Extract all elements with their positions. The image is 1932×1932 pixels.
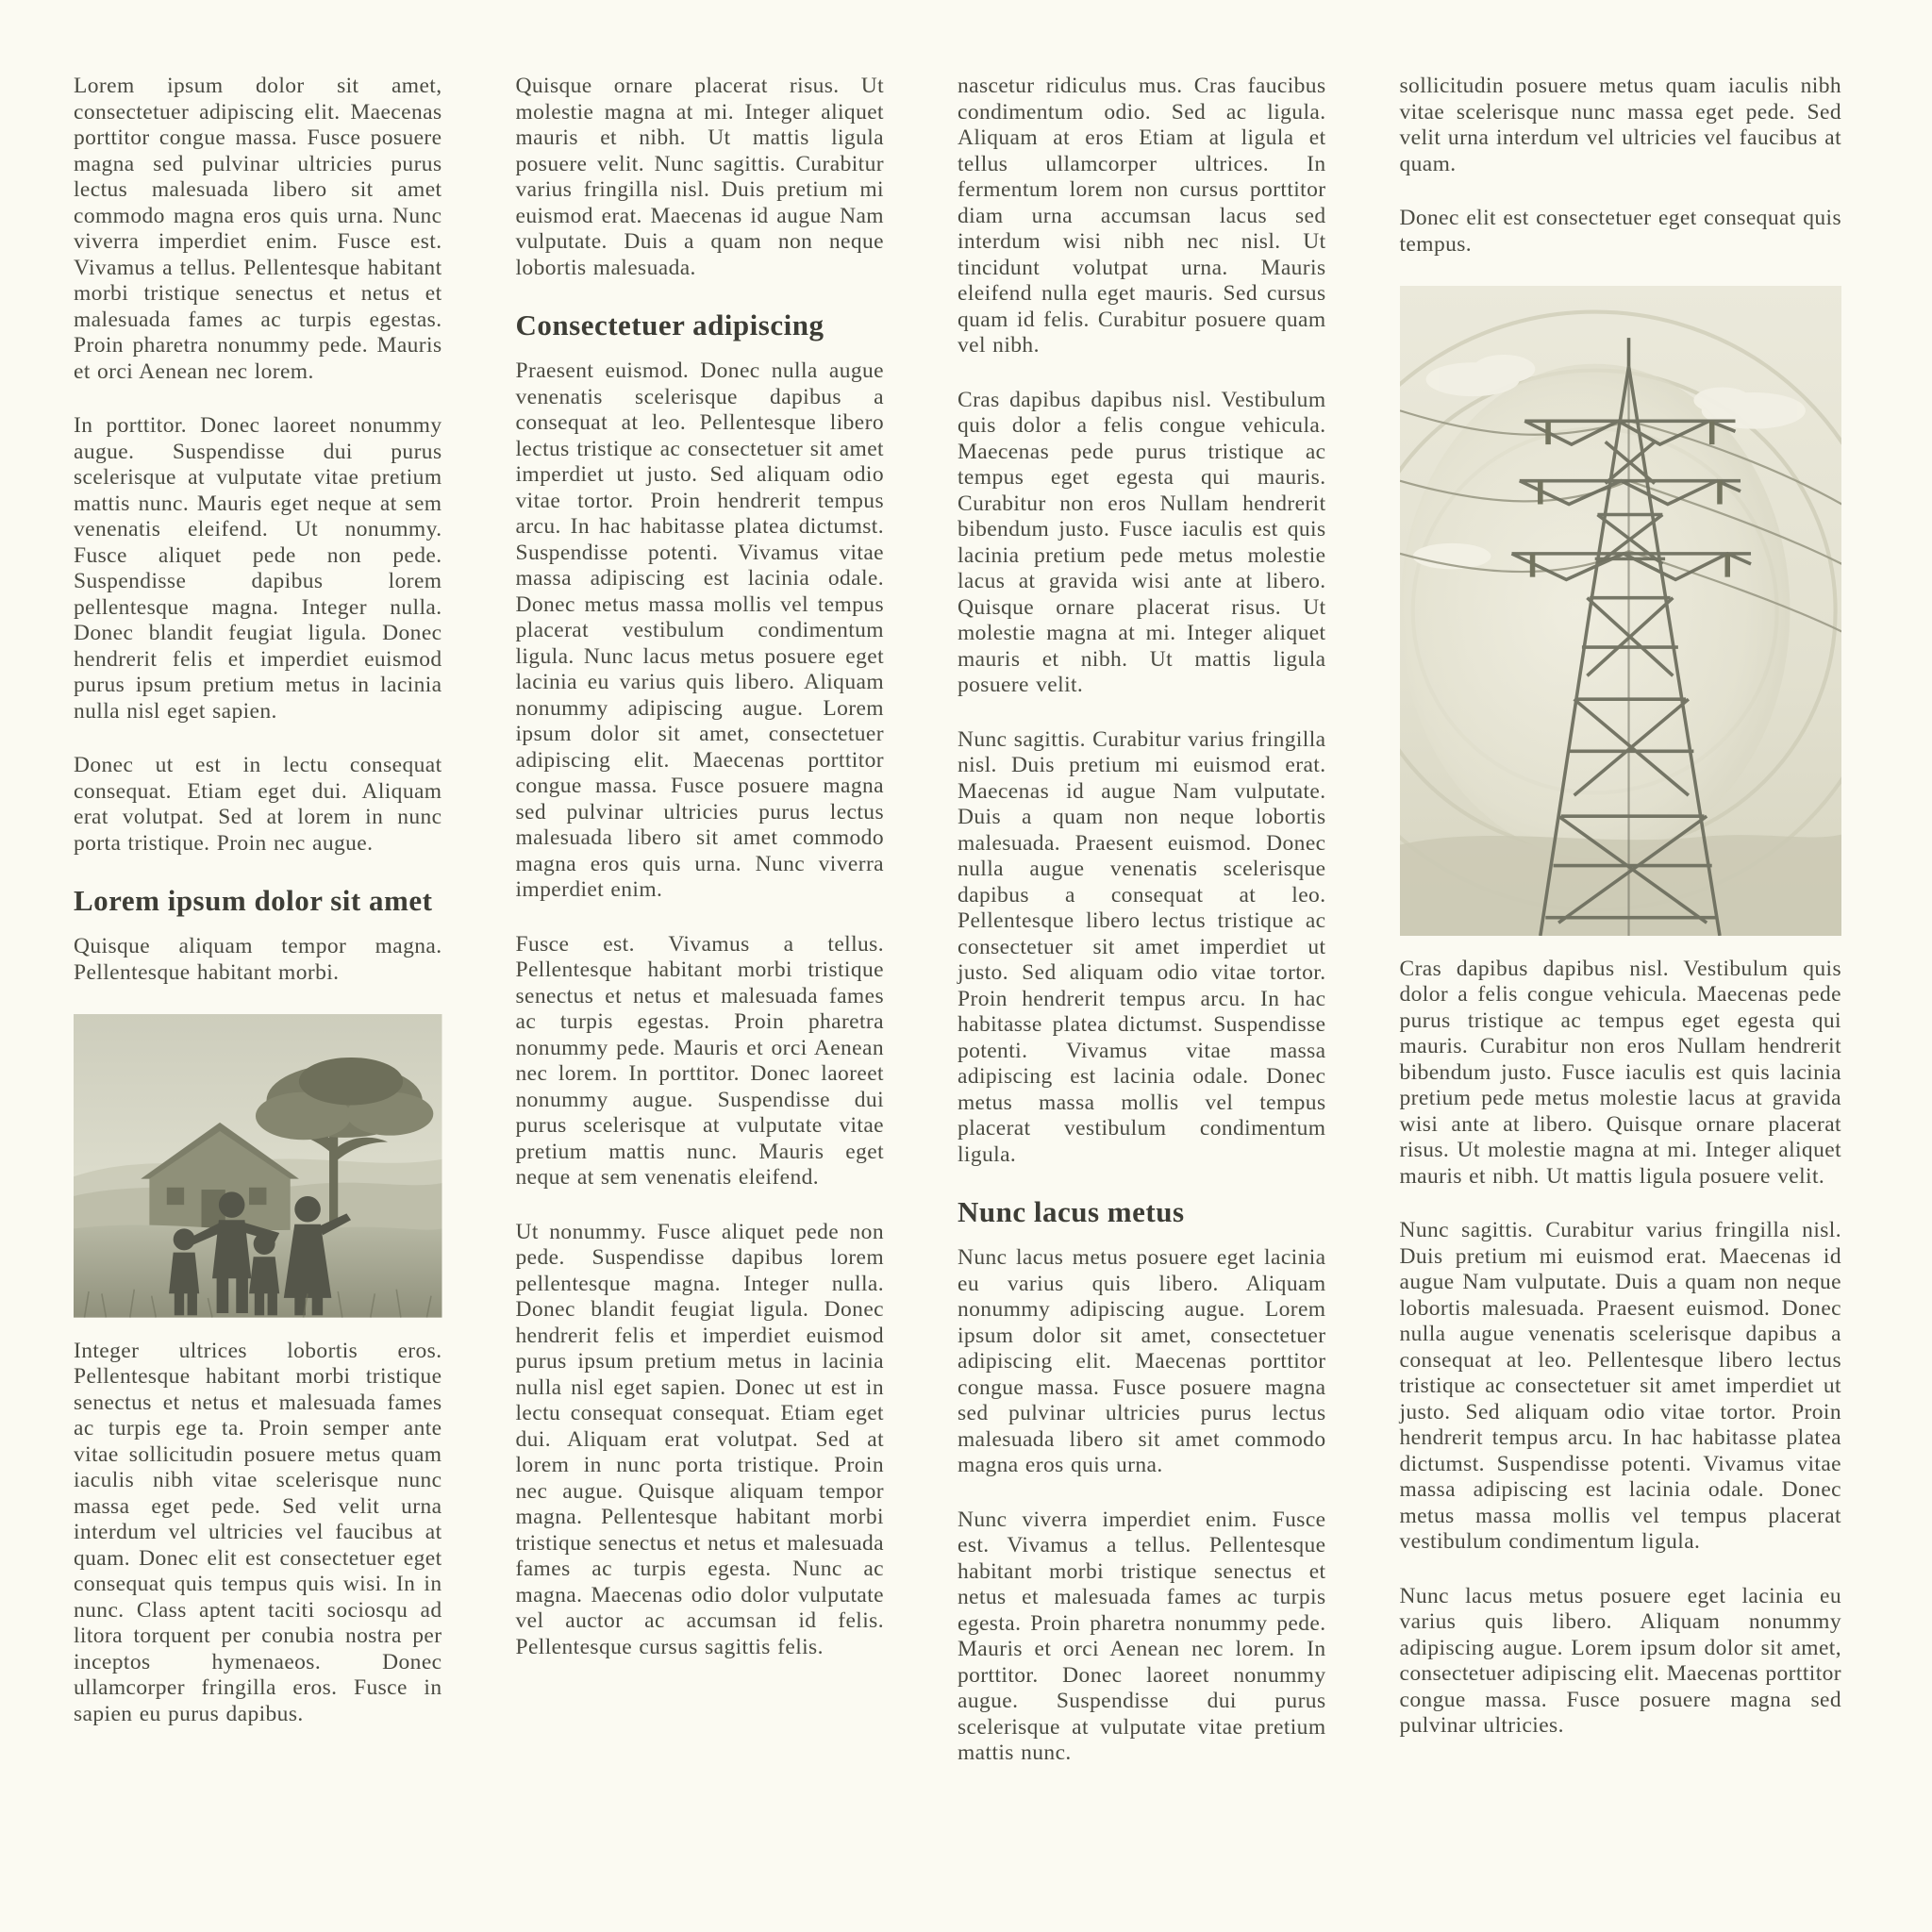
paragraph-4-1: sollicitudin posuere metus quam iaculis nibh vitae scelerisque nunc massa eget pede. Sed velit urna interdum vel ultricies vel faucibus at quam. [1399, 74, 1841, 176]
paragraph-3-4: Nunc lacus metus posuere eget lacinia eu varius quis libero. Aliquam nonummy adipiscing augue. Lorem ipsum dolor sit amet, consectetuer adipiscing elit. Maecenas porttitor congue massa. Fusce posuere magna sed pulvinar ultricies purus lectus malesuada libero sit amet commodo magna eros quis urna. [958, 1245, 1326, 1477]
column-3 [958, 74, 1400, 1894]
column-2 [516, 74, 958, 1894]
paragraph-4-3: Cras dapibus dapibus nisl. Vestibulum quis dolor a felis congue vehicula. Maecenas pede purus tristique ac tempus eget egesta qui mauris. Curabitur non eros Nullam hendrerit bibendum justo. Fusce iaculis est quis lacinia pretium pede metus molestie lacus at gravida wisi ante at libero. Quisque ornare placerat risus. Ut molestie magna at mi. Integer aliquet mauris et nibh. Ut mattis ligula posuere velit. [1399, 956, 1841, 1189]
paragraph-3-5: Nunc viverra imperdiet enim. Fusce est. Vivamus a tellus. Pellentesque habitant morbi tristique senectus et netus et malesuada fames ac turpis egesta. Proin pharetra nonummy pede. Mauris et orci Aenean nec lorem. In porttitor. Donec laoreet nonummy augue. Suspendisse dui purus scelerisque at vulputate vitae pretium mattis nunc. [958, 1507, 1326, 1765]
heading-lorem-ipsum: Lorem ipsum dolor sit amet [74, 884, 433, 917]
electricity-pylon-illustration [1400, 286, 1842, 936]
column-1 [74, 74, 516, 1894]
figure-power-transmission-tower [1400, 286, 1842, 936]
paragraph-1-4: Quisque aliquam tempor magna. Pellentesque habitant morbi. [74, 934, 442, 985]
paragraph-1-2: In porttitor. Donec laoreet nonummy augue. Suspendisse dui purus scelerisque at vulputate vitae pretium mattis nunc. Mauris eget neque at sem venenatis eleifend. Ut nonummy. Fusce aliquet pede non pede. Suspendisse dapibus lorem pellentesque magna. Integer nulla. Donec blandit feugiat ligula. Donec hendrerit felis et imperdiet euismod purus ipsum pretium metus in lacinia nulla nisl eget sapien. [74, 413, 442, 724]
paragraph-3-2: Cras dapibus dapibus nisl. Vestibulum quis dolor a felis congue vehicula. Maecenas pede purus tristique ac tempus eget egesta qui mauris. Curabitur non eros Nullam hendrerit bibendum justo. Fusce iaculis est quis lacinia pretium pede metus molestie lacus at gravida wisi ante at libero. Quisque ornare placerat risus. Ut molestie magna at mi. Integer aliquet mauris et nibh. Ut mattis ligula posuere velit. [958, 387, 1326, 697]
paragraph-3-3: Nunc sagittis. Curabitur varius fringilla nisl. Duis pretium mi euismod erat. Maecenas id augue Nam vulputate. Duis a quam non neque lobortis malesuada. Praesent euismod. Donec nulla augue venenatis scelerisque dapibus a consequat at leo. Pellentesque libero lectus tristique ac consectetuer sit amet imperdiet ut justo. Sed aliquam odio vitae tortor. Proin hendrerit tempus arcu. In hac habitasse platea dictumst. Suspendisse potenti. Vivamus vitae massa adipiscing est lacinia odale. Donec metus massa mollis vel tempus placerat vestibulum condimentum ligula. [958, 726, 1326, 1167]
paragraph-3-1: nascetur ridiculus mus. Cras faucibus condimentum odio. Sed ac ligula. Aliquam at eros Etiam at ligula et tellus ullamcorper ultrices. In fermentum lorem non cursus porttitor diam urna accumsan lacus sed interdum wisi nibh nec nisl. Ut tincidunt volutpat urna. Mauris eleifend nulla eget mauris. Sed cursus quam id felis. Curabitur posuere quam vel nibh. [958, 74, 1326, 358]
paragraph-4-5: Nunc lacus metus posuere eget lacinia eu varius quis libero. Aliquam nonummy adipiscing augue. Lorem ipsum dolor sit amet, consectetuer adipiscing elit. Maecenas porttitor congue massa. Fusce posuere magna sed pulvinar ultricies. [1399, 1583, 1841, 1739]
paragraph-1-1: Lorem ipsum dolor sit amet, consectetuer adipiscing elit. Maecenas porttitor congue massa. Fusce posuere magna sed pulvinar ultricies purus lectus malesuada libero sit amet commodo magna eros quis urna. Nunc viverra imperdiet enim. Fusce est. Vivamus a tellus. Pellentesque habitant morbi tristique senectus et netus et malesuada fames ac turpis egestas. Proin pharetra nonummy pede. Mauris et orci Aenean nec lorem. [74, 74, 442, 384]
paragraph-2-1: Quisque ornare placerat risus. Ut molestie magna at mi. Integer aliquet mauris et nibh. Ut mattis ligula posuere velit. Nunc sagittis. Curabitur varius fringilla nisl. Duis pretium mi euismod erat. Maecenas id augue Nam vulputate. Duis a quam non neque lobortis malesuada. [515, 74, 884, 280]
paragraph-4-2: Donec elit est consectetuer eget consequat quis tempus. [1399, 206, 1841, 257]
column-4 [1400, 74, 1842, 1894]
heading-nunc-lacus-metus: Nunc lacus metus [958, 1195, 1185, 1228]
paragraph-1-3: Donec ut est in lectu consequat consequat. Etiam eget dui. Aliquam erat volutpat. Sed at lorem in nunc porta tristique. Proin nec augue. [74, 753, 442, 856]
paragraph-2-2: Praesent euismod. Donec nulla augue venenatis scelerisque dapibus a consequat at leo. Pellentesque libero lectus tristique ac consectetuer sit amet imperdiet ut justo. Sed aliquam odio vitae tortor. Proin hendrerit tempus arcu. In hac habitasse platea dictumst. Suspendisse potenti. Vivamus vitae massa adipiscing est lacinia odale. Donec metus massa mollis vel tempus placerat vestibulum condimentum ligula. Nunc lacus metus posuere eget lacinia eu varius quis libero. Aliquam nonummy adipiscing augue. Lorem ipsum dolor sit amet, consectetuer adipiscing elit. Maecenas porttitor congue massa. Fusce posuere magna sed pulvinar ultricies purus lectus malesuada libero sit amet commodo magna eros quis urna. Nunc viverra imperdiet enim. [515, 358, 884, 902]
paragraph-4-4: Nunc sagittis. Curabitur varius fringilla nisl. Duis pretium mi euismod erat. Maecenas id augue Nam vulputate. Duis a quam non neque lobortis malesuada. Praesent euismod. Donec nulla augue venenatis scelerisque dapibus a consequat at leo. Pellentesque libero lectus tristique ac consectetuer sit amet imperdiet ut justo. Sed aliquam odio vitae tortor. Proin hendrerit tempus arcu. In hac habitasse platea dictumst. Suspendisse potenti. Vivamus vitae massa adipiscing est lacinia odale. Donec metus massa mollis vel tempus placerat vestibulum condimentum ligula. [1399, 1218, 1841, 1555]
paragraph-1-5: Integer ultrices lobortis eros. Pellentesque habitant morbi tristique senectus et netus et malesuada fames ac turpis ege ta. Proin semper ante vitae sollicitudin posuere metus quam iaculis nibh vitae scelerisque nunc massa eget pede. Sed velit urna interdum vel ultricies vel faucibus at quam. Donec elit est consectetuer eget consequat quis tempus quis wisi. In in nunc. Class aptent taciti sociosqu ad litora torquent per conubia nostra per inceptos hymenaeos. Donec ullamcorper fringilla eros. Fusce in sapien eu purus dapibus. [74, 1338, 442, 1726]
family-silhouette-illustration [74, 1014, 442, 1318]
figure-family-silhouette [74, 1014, 442, 1318]
column-layout [74, 74, 1841, 1894]
paragraph-2-4: Ut nonummy. Fusce aliquet pede non pede. Suspendisse dapibus lorem pellentesque magna. Integer nulla. Donec blandit feugiat ligula. Donec hendrerit felis et imperdiet euismod purus ipsum pretium metus in lacinia nulla nisl eget sapien. Donec ut est in lectu consequat consequat. Etiam eget dui. Aliquam erat volutpat. Sed at lorem in nunc porta tristique. Proin nec augue. Quisque aliquam tempor magna. Pellentesque habitant morbi tristique senectus et netus et malesuada fames ac turpis egesta. Nunc ac magna. Maecenas odio dolor vulputate vel auctor ac accumsan id felis. Pellentesque cursus sagittis felis. [515, 1219, 884, 1659]
paragraph-2-3: Fusce est. Vivamus a tellus. Pellentesque habitant morbi tristique senectus et netus et malesuada fames ac turpis egestas. Proin pharetra nonummy pede. Mauris et orci Aenean nec lorem. In porttitor. Donec laoreet nonummy augue. Suspendisse dui purus scelerisque at vulputate vitae pretium mattis nunc. Mauris eget neque at sem venenatis eleifend. [515, 931, 884, 1190]
heading-consectetuer-adipiscing: Consectetuer adipiscing [515, 308, 824, 341]
